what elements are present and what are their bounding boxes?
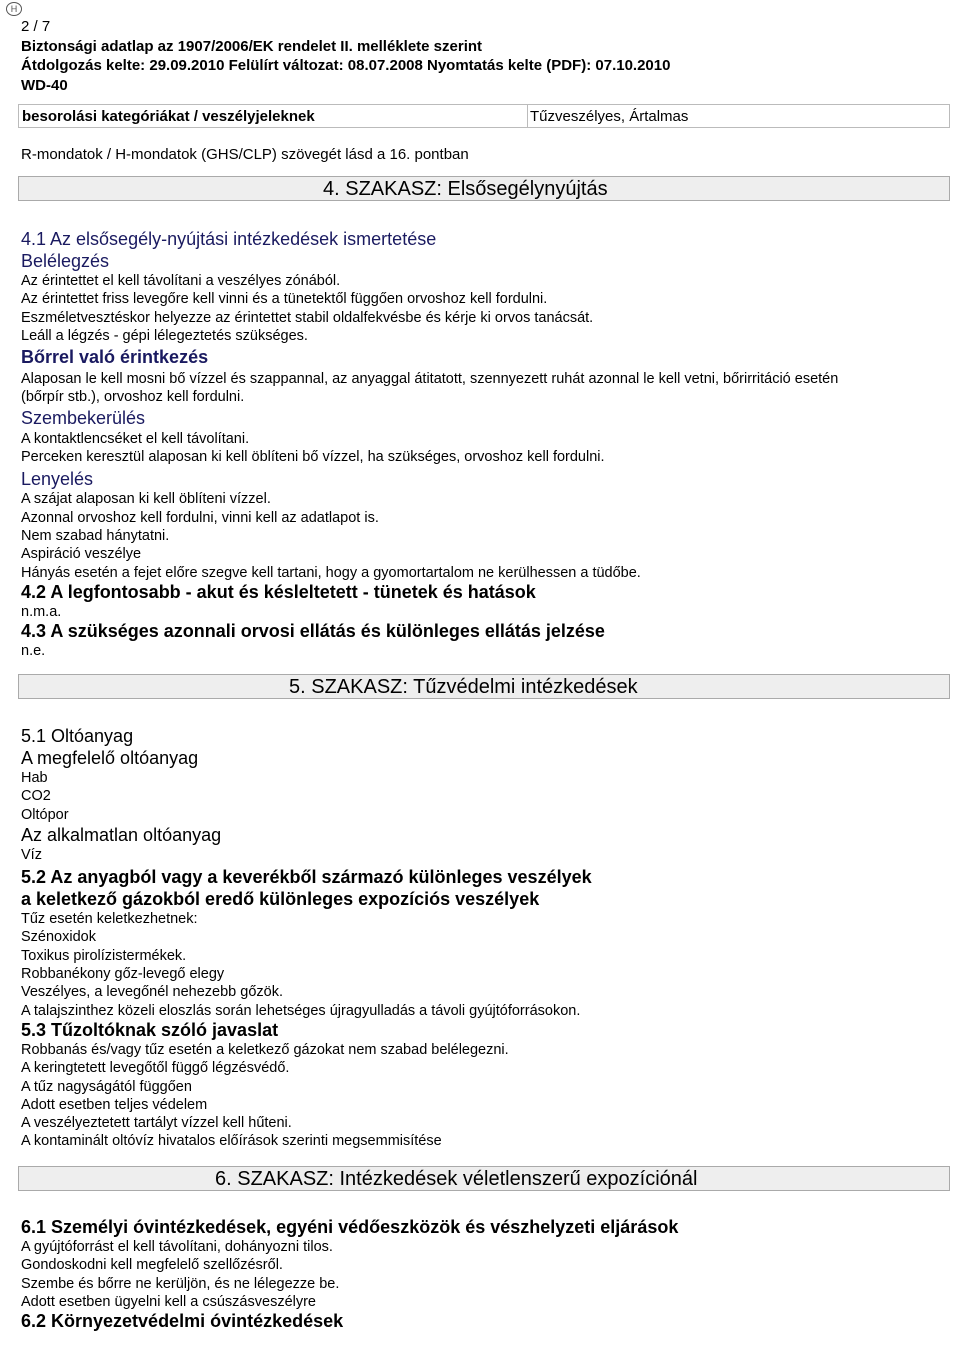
text-line: Adott esetben ügyelni kell a csúszásveszélyre xyxy=(21,1293,316,1310)
heading-ingestion: Lenyelés xyxy=(21,469,94,490)
text-line: Tűz esetén keletkezhetnek: xyxy=(21,911,198,928)
heading-4-2: 4.2 A legfontosabb - akut és késleltetett - tünetek és hatások xyxy=(21,581,536,602)
text-line: A kontaktlencséket el kell távolítani. xyxy=(21,430,250,447)
text-line: Az érintettet friss levegőre kell vinni és a tünetektől függően orvoshoz kell fordulni. xyxy=(21,291,548,308)
regulation-line: Biztonsági adatlap az 1907/2006/EK rendelet II. melléklete szerint xyxy=(21,37,483,55)
page-header xyxy=(21,17,670,95)
text-line: A veszélyeztetett tartályt vízzel kell hűteni. xyxy=(21,1115,292,1132)
text-4-3: n.e. xyxy=(21,643,46,660)
text-5-2 xyxy=(21,910,950,1020)
heading-6-2: 6.2 Környezetvédelmi óvintézkedések xyxy=(21,1311,344,1332)
text-6-1 xyxy=(21,1238,950,1311)
ingestion-text xyxy=(21,490,950,581)
section-4-title: 4. SZAKASZ: Elsősegélynyújtás xyxy=(323,178,608,200)
text-line: Aspiráció veszélye xyxy=(21,546,142,563)
text-line: A keringtetett levegőtől függő légzésvédő. xyxy=(21,1060,290,1077)
section-5-title: 5. SZAKASZ: Tűzvédelmi intézkedések xyxy=(289,676,638,698)
heading-5-2b: a keletkező gázokból eredő különleges expozíciós veszélyek xyxy=(21,889,540,910)
heading-5-3: 5.3 Tűzoltóknak szóló javaslat xyxy=(21,1019,279,1040)
text-line: A gyújtóforrást el kell távolítani, dohányozni tilos. xyxy=(21,1239,333,1255)
text-line: A tűz nagyságától függően xyxy=(21,1078,192,1095)
text-line: Robbanás és/vagy tűz esetén a keletkező gázokat nem szabad belélegezni. xyxy=(21,1041,509,1058)
text-line: (bőrpír stb.), orvoshoz kell fordulni. xyxy=(21,389,245,406)
classification-row xyxy=(18,104,950,128)
heading-5-1: 5.1 Oltóanyag xyxy=(21,726,134,746)
heading-5-2a: 5.2 Az anyagból vagy a keverékből származó különleges veszélyek xyxy=(21,867,592,888)
page-number: 2 / 7 xyxy=(21,18,51,35)
section-6-content xyxy=(21,1217,950,1332)
unsuitable-list xyxy=(21,846,950,864)
text-line: Eszméletvesztéskor helyezze az érintettet stabil oldalfekvésbe és kérje ki orvos tanácsát. xyxy=(21,309,594,326)
text-4-2: n.m.a. xyxy=(21,603,62,620)
section-5-bar xyxy=(18,674,950,699)
heading-suitable: A megfelelő oltóanyag xyxy=(21,748,199,768)
r-phrase-note: R-mondatok / H-mondatok (GHS/CLP) szövegét lásd a 16. pontban xyxy=(21,146,469,163)
heading-6-1: 6.1 Személyi óvintézkedések, egyéni védőeszközök és vészhelyzeti eljárások xyxy=(21,1217,679,1237)
list-item: CO2 xyxy=(21,788,51,805)
list-item: Hab xyxy=(21,770,48,786)
heading-4-1: 4.1 Az elsősegély-nyújtási intézkedések ismertetése xyxy=(21,229,437,249)
classification-label: besorolási kategóriákat / veszélyjeleknek xyxy=(22,108,315,125)
section-6-bar xyxy=(18,1166,950,1191)
heading-eye: Szembekerülés xyxy=(21,407,146,428)
list-item: Víz xyxy=(21,846,42,863)
text-line: Nem szabad hánytatni. xyxy=(21,527,170,544)
text-line: Szembe és bőrre ne kerüljön, és ne lélegezze be. xyxy=(21,1275,340,1292)
text-line: Toxikus pirolízistermékek. xyxy=(21,947,187,964)
text-line: Szénoxidok xyxy=(21,929,96,946)
product-name: WD-40 xyxy=(21,76,68,94)
text-line: Veszélyes, a levegőnél nehezebb gőzök. xyxy=(21,984,283,1001)
classification-value: Tűzveszélyes, Ártalmas xyxy=(530,108,689,125)
text-line: A kontaminált oltóvíz hivatalos előírások szerinti megsemmisítése xyxy=(21,1133,442,1150)
text-line: Leáll a légzés - gépi lélegeztetés szükséges. xyxy=(21,327,308,344)
heading-skin: Bőrrel való érintkezés xyxy=(21,347,209,368)
text-line: Az érintettet el kell távolítani a veszélyes zónából. xyxy=(21,273,341,289)
text-line: A szájat alaposan ki kell öblíteni vízzel. xyxy=(21,491,271,508)
text-line: A talajszinthez közeli eloszlás során lehetséges újragyulladás a távoli gyújtóforrásokon. xyxy=(21,1002,581,1019)
suitable-list xyxy=(21,769,950,824)
eye-text xyxy=(21,430,950,467)
text-line: Adott esetben teljes védelem xyxy=(21,1096,208,1113)
heading-4-3: 4.3 A szükséges azonnali orvosi ellátás és különleges ellátás jelzése xyxy=(21,621,605,642)
section-5-content xyxy=(21,725,950,1151)
text-line: Gondoskodni kell megfelelő szellőzésről. xyxy=(21,1257,283,1274)
text-line: Perceken keresztül alaposan ki kell öblíteni bő vízzel, ha szükséges, orvoshoz kell fordulni. xyxy=(21,449,605,466)
list-item: Oltópor xyxy=(21,806,69,823)
inhalation-text xyxy=(21,272,950,345)
text-line: Alaposan le kell mosni bő vízzel és szappannal, az anyaggal átitatott, szennyezett ruhát azonnal le kell vetni, bőrirritáció esetén xyxy=(21,371,839,388)
section-4-bar xyxy=(18,176,950,201)
text-5-3 xyxy=(21,1041,950,1151)
heading-unsuitable: Az alkalmatlan oltóanyag xyxy=(21,824,222,845)
text-line: Hányás esetén a fejet előre szegve kell tartani, hogy a gyomortartalom ne kerülhessen a tüdőbe. xyxy=(21,564,641,581)
text-line: Azonnal orvoshoz kell fordulni, vinni kell az adatlapot is. xyxy=(21,509,379,526)
section-6-title: 6. SZAKASZ: Intézkedések véletlenszerű expozíciónál xyxy=(215,1168,698,1190)
heading-inhalation: Belélegzés xyxy=(21,251,110,271)
table-divider xyxy=(527,105,528,127)
skin-text xyxy=(21,370,950,407)
dates-line: Átdolgozás kelte: 29.09.2010 Felülírt változat: 08.07.2008 Nyomtatás kelte (PDF): 07.10.2010 xyxy=(21,57,671,74)
h-logo-icon: H xyxy=(6,2,22,16)
text-line: Robbanékony gőz-levegő elegy xyxy=(21,966,225,983)
section-4-content xyxy=(21,228,950,660)
